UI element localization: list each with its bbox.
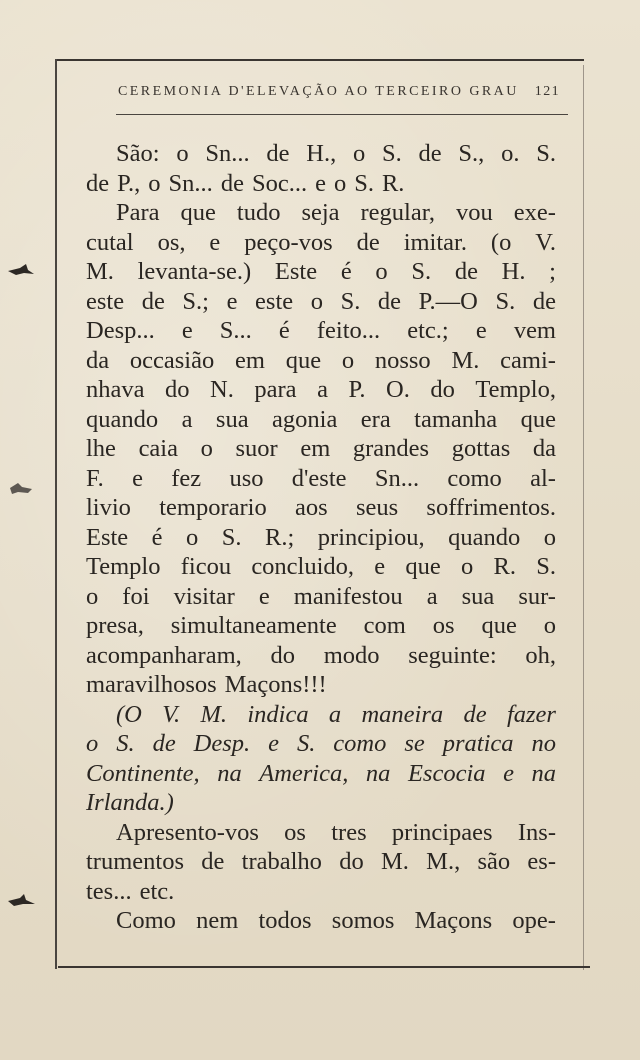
text-line: maravilhosos Maçons!!!	[86, 671, 327, 698]
text-line: Templo ficou concluido, e que o R. S.	[86, 553, 556, 580]
running-header-title: CEREMONIA D'ELEVAÇÃO AO TERCEIRO GRAU	[118, 84, 519, 99]
text-line: Irlanda.)	[86, 789, 174, 816]
text-line: Continente, na America, na Escocia e na	[86, 759, 556, 787]
text-line: trumentos de trabalho do M. M., são es-	[86, 848, 556, 875]
text-line: São: o Sn... de H., o S. de S., o. S.	[116, 140, 556, 167]
binding-thread-mark-3	[6, 893, 36, 909]
text-line: M. levanta-se.) Este é o S. de H. ;	[86, 258, 556, 285]
text-line: da occasião em que o nosso M. cami-	[86, 346, 556, 374]
frame-rule-bottom	[58, 966, 590, 968]
binding-thread-mark-2	[6, 480, 36, 496]
text-line: este de S.; e este o S. de P.—O S. de	[86, 287, 556, 315]
text-line: tes... etc.	[86, 877, 175, 905]
text-line: (O V. M. indica a maneira de fazer	[116, 700, 556, 728]
text-line: cutal os, e peço-vos de imitar. (o V.	[86, 228, 556, 256]
text-line: Apresento-vos os tres principaes Ins-	[116, 818, 556, 846]
text-line: Desp... e S... é feito... etc.; e vem	[86, 317, 556, 344]
running-header	[118, 84, 570, 100]
text-line: quando a sua agonia era tamanha que	[86, 405, 556, 433]
text-line: Este é o S. R.; principiou, quando o	[86, 523, 556, 551]
frame-rule-left	[55, 59, 57, 969]
text-line: Para que tudo seja regular, vou exe-	[116, 199, 556, 226]
frame-rule-top	[56, 59, 584, 61]
text-line: livio temporario aos seus soffrimentos.	[86, 494, 556, 521]
text-line: nhava do N. para a P. O. do Templo,	[86, 376, 556, 403]
text-line: o S. de Desp. e S. como se pratica no	[86, 730, 556, 757]
text-line: de P., o Sn... de Soc... e o S. R.	[86, 169, 405, 197]
frame-rule-right	[583, 65, 584, 970]
text-line: F. e fez uso d'este Sn... como al-	[86, 464, 556, 492]
header-rule	[116, 114, 568, 115]
body-text	[86, 139, 556, 936]
text-line: Como nem todos somos Maçons ope-	[116, 907, 556, 934]
text-line: acompanharam, do modo seguinte: oh,	[86, 641, 556, 669]
text-line: lhe caia o suor em grandes gottas da	[86, 435, 556, 462]
text-line: o foi visitar e manifestou a sua sur-	[86, 582, 556, 610]
binding-thread-mark-1	[6, 262, 36, 278]
page-number: 121	[534, 84, 560, 99]
text-line: presa, simultaneamente com os que o	[86, 612, 556, 639]
